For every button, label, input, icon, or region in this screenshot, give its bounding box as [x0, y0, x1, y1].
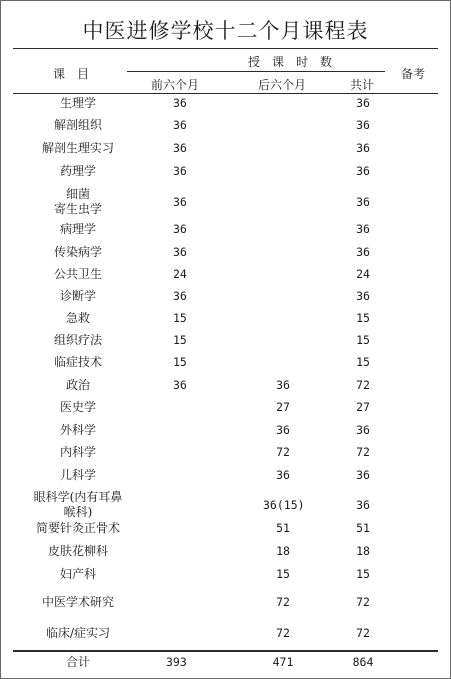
header-bottom-rule — [13, 93, 438, 94]
first-half-hours: 36 — [173, 222, 187, 236]
second-half-hours: 36 — [276, 423, 290, 437]
second-half-hours: 15 — [276, 567, 290, 581]
subject-name — [23, 468, 133, 483]
subject-name — [23, 544, 133, 559]
total-label: 合计 — [65, 655, 90, 669]
subject-name-line: 解剖生理实习 — [41, 141, 114, 155]
subject-name-line: 皮肤花柳科 — [47, 544, 108, 558]
subject-name — [23, 164, 133, 179]
header-hours: 授 课 时 数 — [248, 55, 333, 69]
header-remarks: 备考 — [401, 67, 426, 81]
subject-name-line: 内科学 — [59, 445, 96, 459]
subject-name-line: 细菌 — [65, 187, 90, 201]
total-hours: 15 — [356, 333, 370, 347]
subject-name-line: 药理学 — [59, 164, 96, 178]
second-half-hours: 36 — [276, 468, 290, 482]
first-half-hours: 15 — [173, 333, 187, 347]
total-hours: 72 — [356, 445, 370, 459]
second-half-hours: 72 — [276, 595, 290, 609]
subject-name-line: 寄生虫学 — [53, 202, 102, 216]
subject-name — [23, 311, 133, 326]
second-half-hours: 18 — [276, 544, 290, 558]
total-hours: 36 — [356, 195, 370, 209]
header-hours-rule — [127, 71, 385, 72]
total-second-half: 471 — [272, 655, 294, 669]
total-hours: 27 — [356, 400, 370, 414]
total-hours: 36 — [356, 164, 370, 178]
total-hours: 18 — [356, 544, 370, 558]
total-hours: 51 — [356, 521, 370, 535]
subject-name-line: 中医学术研究 — [41, 595, 114, 609]
second-half-hours: 36(15) — [263, 498, 305, 512]
subject-name-line: 外科学 — [59, 423, 96, 437]
subject-name — [23, 245, 133, 260]
header-top-rule — [13, 48, 438, 49]
first-half-hours: 36 — [173, 164, 187, 178]
first-half-hours: 36 — [173, 195, 187, 209]
subject-name — [23, 378, 133, 393]
subject-name — [23, 267, 133, 282]
subject-name-line: 简要针灸正骨术 — [35, 521, 120, 535]
subject-name — [23, 333, 133, 348]
total-hours: 36 — [356, 289, 370, 303]
subject-name — [23, 222, 133, 237]
second-half-hours: 72 — [276, 626, 290, 640]
subject-name — [23, 400, 133, 415]
subject-name — [23, 118, 133, 133]
subject-name-line: 政治 — [65, 378, 90, 392]
second-half-hours: 27 — [276, 400, 290, 414]
total-hours: 24 — [356, 267, 370, 281]
subject-name-line: 解剖组织 — [53, 118, 102, 132]
total-hours: 36 — [356, 118, 370, 132]
total-row — [1, 655, 450, 671]
second-half-hours: 36 — [276, 378, 290, 392]
subject-name-line: 喉科) — [63, 505, 93, 519]
subject-name-line: 诊断学 — [59, 289, 96, 303]
header-second-half: 后六个月 — [258, 78, 307, 92]
subject-name — [23, 96, 133, 111]
total-hours: 36 — [356, 423, 370, 437]
subject-name-line: 传染病学 — [53, 245, 102, 259]
header-first-half: 前六个月 — [151, 78, 200, 92]
total-hours: 36 — [356, 222, 370, 236]
footer-rule — [13, 650, 438, 652]
total-total: 864 — [352, 655, 374, 669]
subject-name-line: 儿科学 — [59, 468, 96, 482]
header-subject: 课 目 — [53, 67, 90, 81]
second-half-hours: 72 — [276, 445, 290, 459]
first-half-hours: 36 — [173, 378, 187, 392]
first-half-hours: 24 — [173, 267, 187, 281]
page-title: 中医进修学校十二个月课程表 — [82, 19, 369, 43]
subject-name — [23, 355, 133, 370]
subject-name — [23, 187, 133, 217]
total-hours: 36 — [356, 498, 370, 512]
subject-name-line: 公共卫生 — [53, 267, 102, 281]
total-hours: 36 — [356, 468, 370, 482]
total-hours: 72 — [356, 595, 370, 609]
header-total: 共计 — [350, 78, 375, 92]
subject-name-line: 组织疗法 — [53, 333, 102, 347]
total-hours: 15 — [356, 311, 370, 325]
subject-name — [23, 141, 133, 156]
first-half-hours: 15 — [173, 311, 187, 325]
subject-name-line: 病理学 — [59, 222, 96, 236]
subject-name — [23, 445, 133, 460]
subject-name-line: 临症技术 — [53, 355, 102, 369]
first-half-hours: 36 — [173, 118, 187, 132]
total-hours: 72 — [356, 626, 370, 640]
first-half-hours: 36 — [173, 96, 187, 110]
subject-name — [23, 490, 133, 520]
subject-name — [23, 626, 133, 641]
first-half-hours: 36 — [173, 245, 187, 259]
total-first-half: 393 — [166, 655, 187, 669]
second-half-hours: 51 — [276, 521, 290, 535]
subject-name — [23, 289, 133, 304]
total-hours: 36 — [356, 141, 370, 155]
subject-name — [23, 567, 133, 582]
subject-name — [23, 595, 133, 610]
total-hours: 36 — [356, 245, 370, 259]
subject-name-line: 生理学 — [59, 96, 96, 110]
subject-name-line: 眼科学(内有耳鼻 — [33, 490, 123, 504]
total-hours: 72 — [356, 378, 370, 392]
subject-name — [23, 423, 133, 438]
first-half-hours: 36 — [173, 141, 187, 155]
total-hours: 15 — [356, 355, 370, 369]
first-half-hours: 36 — [173, 289, 187, 303]
subject-name — [23, 521, 133, 536]
total-hours: 15 — [356, 567, 370, 581]
first-half-hours: 15 — [173, 355, 187, 369]
subject-name-line: 妇产科 — [59, 567, 96, 581]
total-hours: 36 — [356, 96, 370, 110]
subject-name-line: 急救 — [65, 311, 90, 325]
subject-name-line: 临床/症实习 — [45, 626, 111, 640]
subject-name-line: 医史学 — [59, 400, 96, 414]
